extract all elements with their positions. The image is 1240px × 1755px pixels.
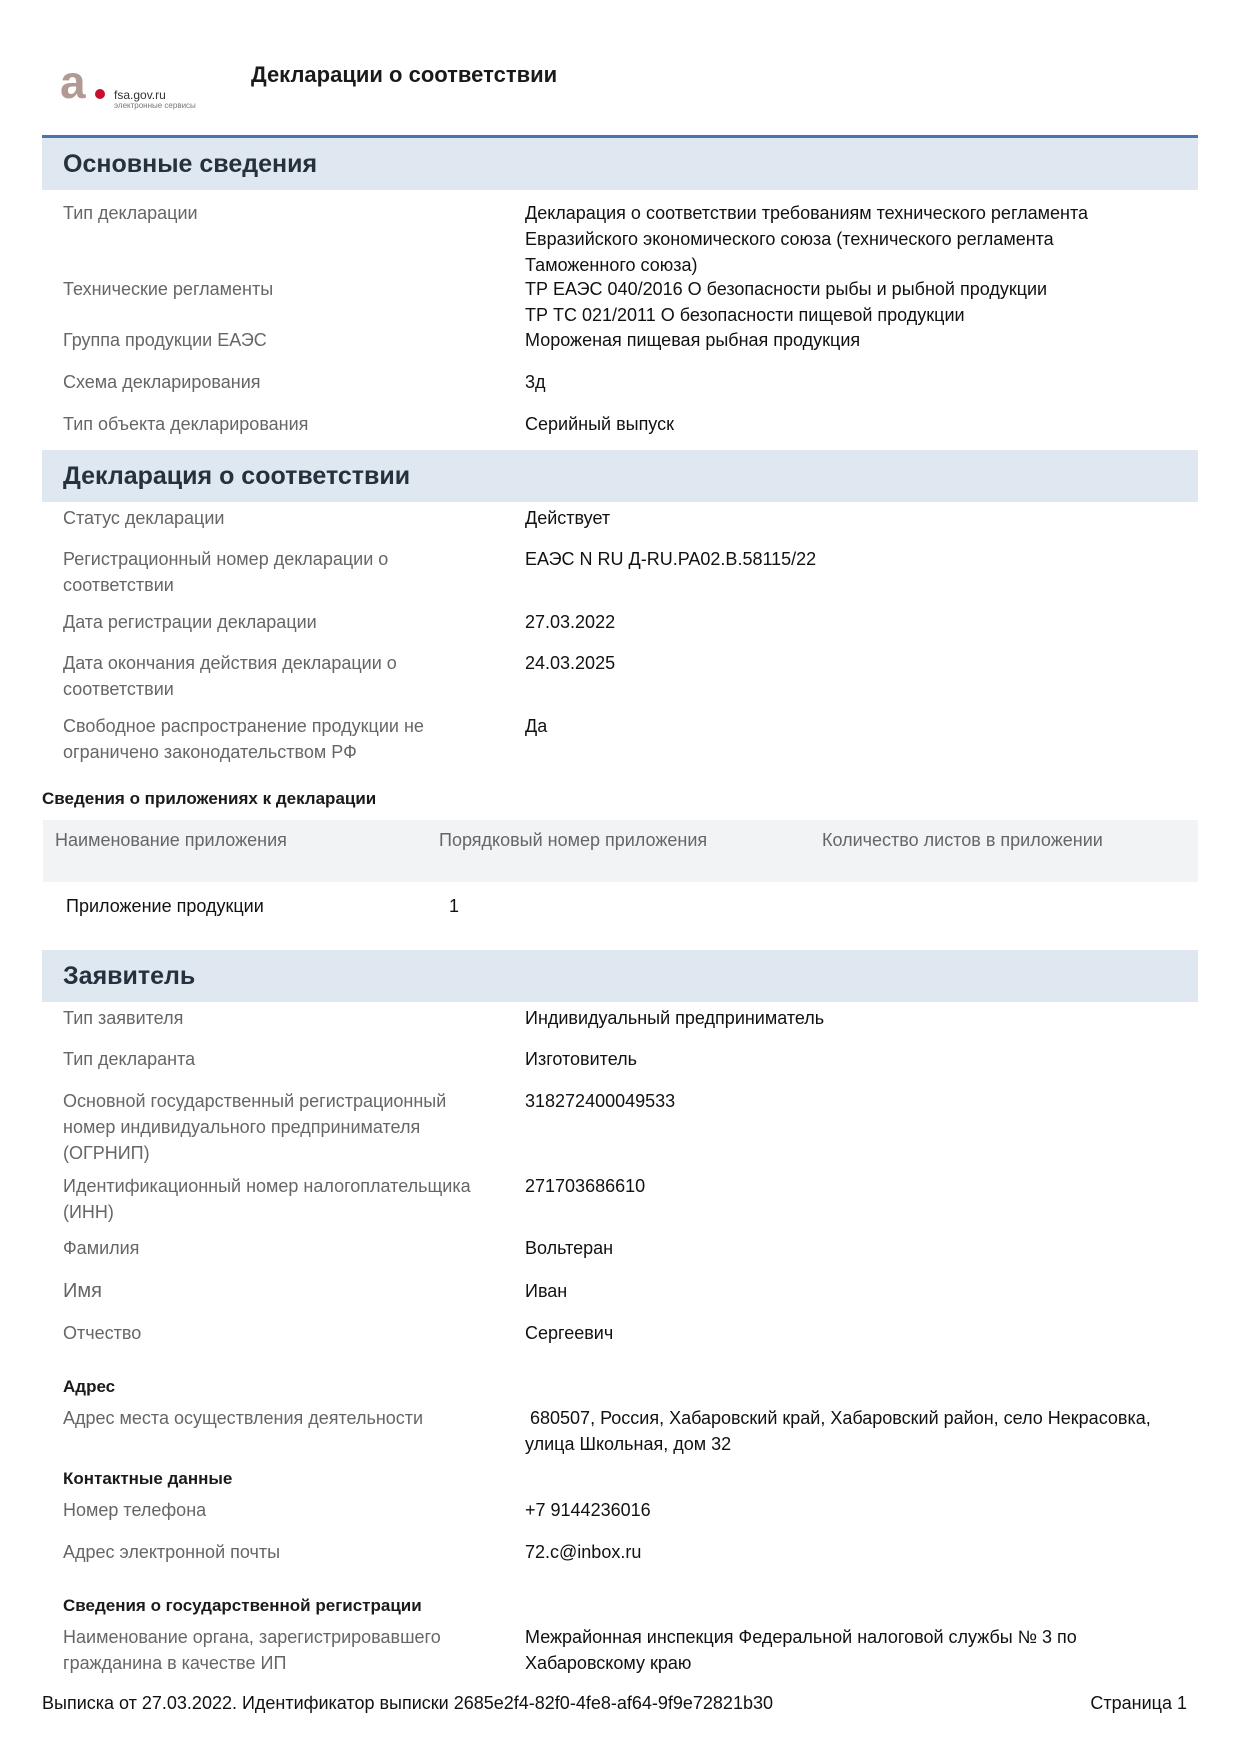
phone-value: +7 9144236016 (525, 1500, 651, 1520)
email-value: 72.c@inbox.ru (525, 1542, 642, 1562)
field-value: 271703686610 (525, 1176, 646, 1196)
field-value: 3д (525, 372, 546, 392)
label-line: ограничено законодательством РФ (63, 742, 357, 762)
field-value (525, 1624, 1165, 1676)
contacts-title: Контактные данные (63, 1469, 233, 1488)
field-label: Адрес места осуществления деятельности (63, 1408, 424, 1428)
value-line: Таможенного союза) (525, 255, 698, 275)
field-value: Да (525, 716, 548, 736)
label-line: Основной государственный регистрационный (63, 1091, 447, 1111)
value-line: Хабаровскому краю (525, 1653, 692, 1673)
svg-text:a: a (60, 58, 86, 108)
field-label: Имя (63, 1280, 102, 1302)
field-label: Тип заявителя (63, 1008, 184, 1028)
field-label (63, 1088, 503, 1166)
value-line: ТР ТС 021/2011 О безопасности пищевой продукции (525, 305, 965, 325)
label-line: Свободное распространение продукции не (63, 716, 424, 736)
field-value: Серийный выпуск (525, 414, 674, 434)
value-line: ТР ЕАЭС 040/2016 О безопасности рыбы и рыбной продукции (525, 279, 1048, 299)
field-label: Технические регламенты (63, 279, 274, 299)
field-label (63, 546, 503, 598)
column-header: Наименование приложения (55, 830, 287, 850)
field-value (525, 1405, 1165, 1457)
field-label: Фамилия (63, 1238, 140, 1258)
page-title: Декларации о соответствии (251, 62, 558, 87)
field-value: Изготовитель (525, 1049, 637, 1069)
column-header: Порядковый номер приложения (439, 830, 708, 850)
field-label: Тип декларанта (63, 1049, 196, 1069)
label-line: гражданина в качестве ИП (63, 1653, 287, 1673)
value-line: улица Школьная, дом 32 (525, 1434, 732, 1454)
footer-extract-info: Выписка от 27.03.2022. Идентификатор выписки 2685e2f4-82f0-4fe8-af64-9f9e72821b30 (42, 1693, 773, 1713)
section-declaration-heading: Декларация о соответствии (42, 450, 1198, 502)
label-line: Наименование органа, зарегистрировавшего (63, 1627, 441, 1647)
label-line: номер индивидуального предпринимателя (63, 1117, 421, 1137)
status-value: Действует (525, 508, 611, 528)
label-line: соответствии (63, 679, 174, 699)
logo-site-text: fsa.gov.ru (114, 88, 166, 102)
field-label: Группа продукции ЕАЭС (63, 330, 267, 350)
field-value: 24.03.2025 (525, 653, 616, 673)
label-line: соответствии (63, 575, 174, 595)
field-label: Тип декларации (63, 203, 198, 223)
field-label: Адрес электронной почты (63, 1542, 281, 1562)
section-applicant-heading: Заявитель (42, 950, 1198, 1002)
field-label: Статус декларации (63, 508, 225, 528)
logo-subtitle: электронные сервисы (114, 101, 196, 110)
field-value: Иван (525, 1281, 568, 1301)
field-value: 318272400049533 (525, 1091, 676, 1111)
footer-page-number: Страница 1 (1090, 1693, 1187, 1713)
field-label: Тип объекта декларирования (63, 414, 309, 434)
field-value: ЕАЭС N RU Д-RU.PA02.B.58115/22 (525, 549, 817, 569)
state-registration-title: Сведения о государственной регистрации (63, 1596, 422, 1615)
field-value: 27.03.2022 (525, 612, 616, 632)
column-header: Количество листов в приложении (822, 830, 1103, 850)
field-label (63, 1624, 503, 1676)
field-label: Схема декларирования (63, 372, 261, 392)
field-value: Сергеевич (525, 1323, 614, 1343)
attachments-title: Сведения о приложениях к декларации (42, 789, 377, 808)
label-line: (ОГРНИП) (63, 1143, 150, 1163)
attachments-table-header (43, 820, 1198, 882)
field-label (63, 650, 503, 702)
field-value: Индивидуальный предприниматель (525, 1008, 825, 1028)
field-value (525, 200, 1165, 278)
field-label: Номер телефона (63, 1500, 207, 1520)
label-line: Дата окончания действия декларации о (63, 653, 397, 673)
value-line: Межрайонная инспекция Федеральной налоговой службы № 3 по (525, 1627, 1077, 1647)
attachment-number-cell: 1 (449, 896, 460, 916)
field-value: Вольтеран (525, 1238, 614, 1258)
value-line: 680507, Россия, Хабаровский край, Хабаровский район, село Некрасовка, (525, 1408, 1151, 1428)
field-label: Отчество (63, 1323, 142, 1343)
field-label (63, 1173, 503, 1225)
section-basic-heading: Основные сведения (42, 138, 1198, 190)
value-line: Декларация о соответствии требованиям технического регламента (525, 203, 1089, 223)
label-line: (ИНН) (63, 1202, 114, 1222)
address-title: Адрес (63, 1377, 116, 1396)
attachment-name-cell: Приложение продукции (66, 896, 264, 916)
value-line: Евразийского экономического союза (технического регламента (525, 229, 1054, 249)
field-label: Дата регистрации декларации (63, 612, 317, 632)
field-value (525, 276, 1165, 328)
label-line: Регистрационный номер декларации о (63, 549, 389, 569)
field-value: Мороженая пищевая рыбная продукция (525, 330, 861, 350)
field-label (63, 713, 503, 765)
label-line: Идентификационный номер налогоплательщика (63, 1176, 471, 1196)
